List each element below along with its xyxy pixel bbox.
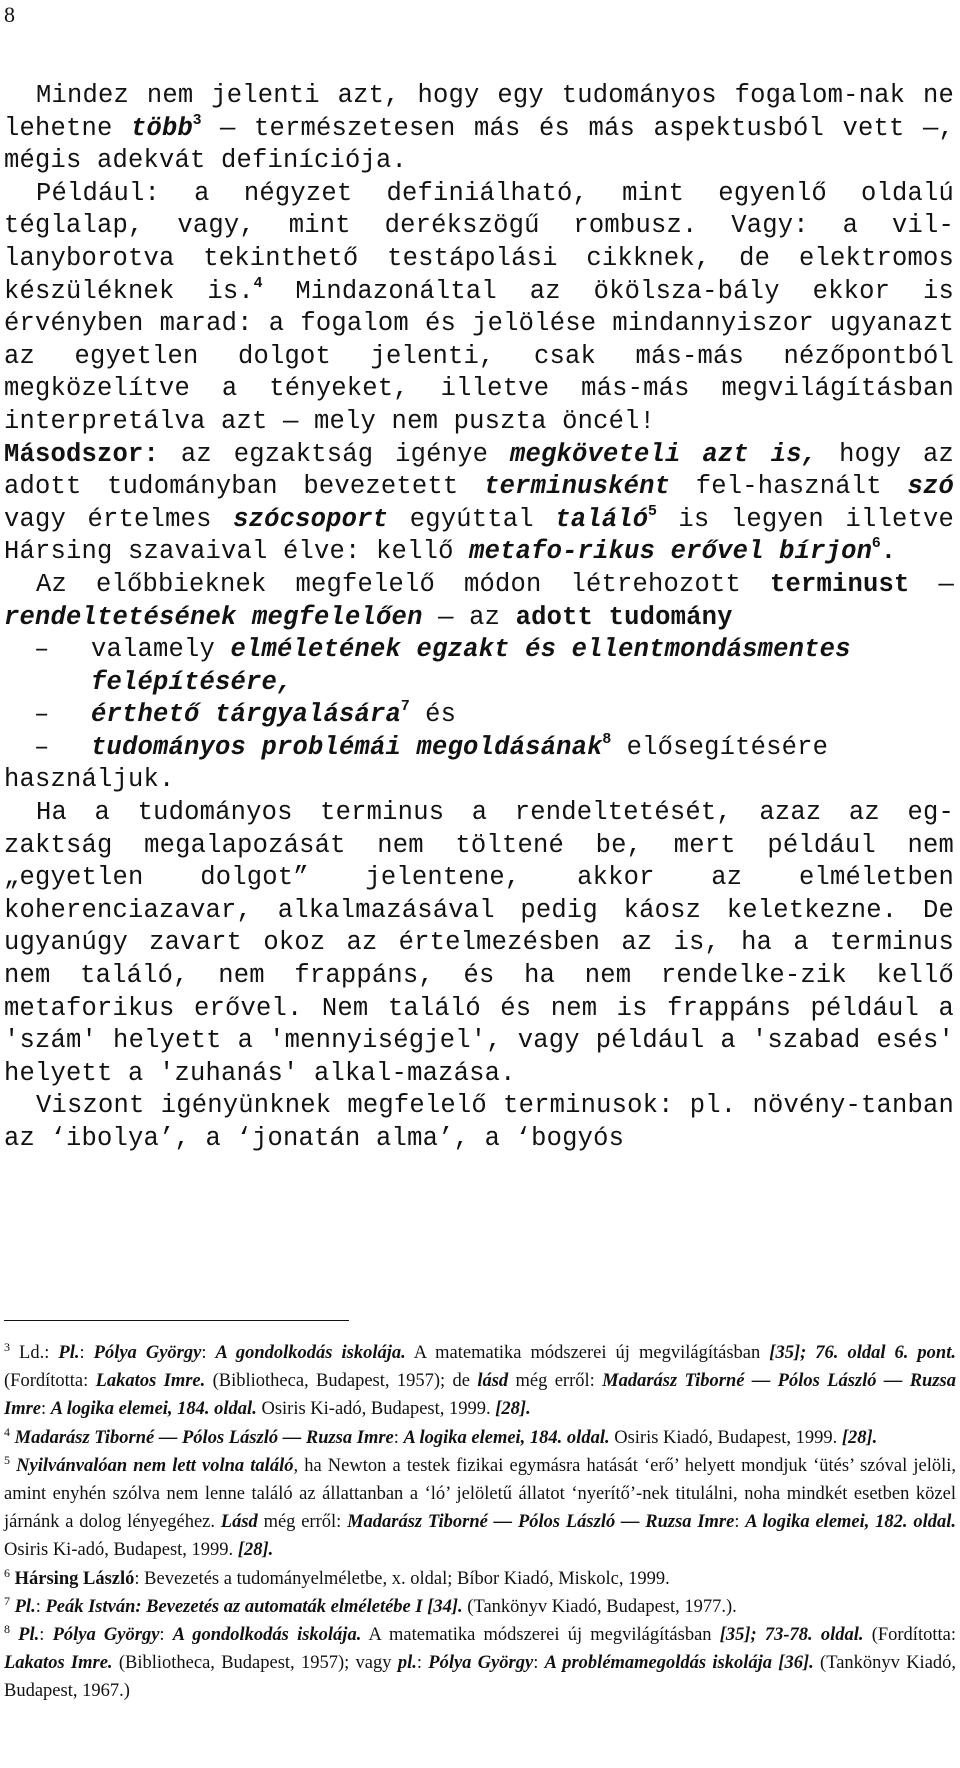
footnote-number: 5 xyxy=(4,1452,10,1467)
text-run: (Bibliotheca, Budapest, 1957); de xyxy=(205,1371,478,1392)
text-run: (Fordította: xyxy=(863,1625,956,1646)
text-run: (Tankönyv Kiadó, Budapest, 1977.). xyxy=(462,1596,737,1617)
text-run: A matematika módszerei új megvilágításban xyxy=(405,1343,770,1363)
emphasis: szó xyxy=(907,472,954,502)
text-run: Az előbbieknek megfelelő módon létrehozott xyxy=(36,569,770,599)
paragraph-5: használjuk. xyxy=(4,765,175,795)
emphasis: A gondolkodás iskolája. xyxy=(215,1343,406,1363)
text-run: egyúttal xyxy=(388,504,556,534)
footnote-rule xyxy=(4,1320,349,1321)
footnote-5 xyxy=(4,1452,956,1565)
emphasis: A logika elemei, 182. oldal. xyxy=(745,1512,957,1533)
text-run: : xyxy=(533,1653,545,1674)
emphasis: A logika elemei, 184. oldal. xyxy=(403,1427,610,1448)
emphasis: [35]; 76. oldal 6. pont. xyxy=(769,1343,956,1363)
footnote-ref: 4 xyxy=(253,273,263,291)
text-run: Mindez nem jelenti azt, hogy egy tudományos fogalom-nak ne lehetne xyxy=(4,81,954,143)
text-run: Osiris Kiadó, Budapest, 1999. xyxy=(609,1427,842,1448)
list-dash: – xyxy=(34,732,50,762)
list-item xyxy=(4,729,954,765)
text-run: hogy az adott tudományban bevezetett xyxy=(4,439,954,502)
emphasis: metafo-rikus erővel bírjon xyxy=(469,537,873,567)
text-run: még erről: xyxy=(508,1371,603,1392)
text-run: . xyxy=(880,537,897,567)
paragraph-4 xyxy=(4,569,954,634)
emphasis: Pl. xyxy=(10,1625,40,1646)
emphasis: tudományos problémái megoldásának xyxy=(91,732,603,762)
text-run: még erről: xyxy=(257,1512,348,1533)
text-run: vagy értelmes xyxy=(4,504,234,534)
text-run: : xyxy=(159,1625,173,1646)
emphasis: A problémamegoldás iskolája [36]. xyxy=(544,1653,814,1674)
list-item xyxy=(4,699,954,732)
text-run: : xyxy=(39,1625,53,1646)
footnote-number: 8 xyxy=(4,1622,10,1637)
emphasis: elméletének egzakt és ellentmondásmentes felépítésére, xyxy=(91,635,851,697)
text-run: — xyxy=(909,569,954,599)
text-run: : xyxy=(416,1653,429,1674)
emphasis: lásd xyxy=(477,1371,509,1392)
emphasis: Madarász Tiborné — Pólos László — Ruzsa Imre xyxy=(10,1427,394,1448)
text-run: valamely xyxy=(91,635,231,665)
emphasis: találó xyxy=(555,504,649,534)
emphasis: adott tudomány xyxy=(515,602,733,632)
text-run: az egzaktság igénye xyxy=(159,439,510,469)
text-run: : xyxy=(41,1399,51,1420)
list-item xyxy=(4,634,954,699)
emphasis: Pl. xyxy=(10,1596,36,1617)
paragraph-6: Ha a tudományos terminus a rendeltetését, azaz az eg-zaktság megalapozását nem töltené be, mert például nem „egyetlen dolgot” jelentene, akkor az elméletben koherenciazavar, alkalmazásával pedig káosz keletkezne. De ugyanúgy zavart okoz az értelmezésben az is, ha a terminus nem találó, nem frappáns, és ha nem rendelke-zik kellő metaforikus erővel. Nem találó és nem is frappáns például a 'szám' helyett a 'mennyiségjel', vagy például a 'szabad esés' helyett a 'zuhanás' alkal-mazása. xyxy=(4,798,954,1088)
text-run: : xyxy=(35,1596,46,1617)
footnote-4 xyxy=(4,1424,956,1452)
footnote-ref: 6 xyxy=(872,534,881,552)
footnote-number: 4 xyxy=(4,1424,10,1439)
paragraph-7: Viszont igényünknek megfelelő terminusok: pl. növény-tanban az ‘ibolya’, a ‘jonatán alma’, a ‘bogyós xyxy=(4,1091,954,1153)
emphasis: Hársing László xyxy=(10,1568,135,1589)
emphasis: pl. xyxy=(397,1653,417,1674)
text-run: Például: a négyzet definiálható, mint egyenlő oldalú téglalap, vagy, mint derékszögű rombusz. Vagy: a vil-lanyborotva tekinthető testápolási cikknek, de elektromos készüléknek is. xyxy=(4,178,954,306)
text-run: is legyen illetve Hársing szavaival élve: kellő xyxy=(4,504,954,567)
emphasis: érthető tárgyalására xyxy=(91,700,402,730)
list-dash: – xyxy=(34,700,50,730)
purpose-list xyxy=(4,634,954,764)
text-run: Mindazonáltal az ökölsza-bály ekkor is érvényben marad: a fogalom és jelölése mindannyiszor ugyanazt az egyetlen dolgot jelenti, csak más-más nézőpontból megközelítve a tényeket, illetve más-más megvilágításban interpretálva azt — mely nem puszta öncél! xyxy=(4,276,954,436)
footnotes xyxy=(4,1320,956,1706)
footnote-ref: 5 xyxy=(648,501,657,519)
emphasis: terminust xyxy=(769,569,910,599)
text-run: : xyxy=(734,1512,746,1533)
emphasis: Pólya György xyxy=(52,1625,160,1646)
footnote-7 xyxy=(4,1593,956,1621)
paragraph-2 xyxy=(4,178,954,439)
text-run: — természetesen más és más aspektusból vett —, mégis adekvát definíciója. xyxy=(4,113,954,176)
emphasis: szócsoport xyxy=(233,504,389,534)
emphasis: [28]. xyxy=(237,1540,274,1561)
text-run: és xyxy=(409,700,457,730)
emphasis: terminusként xyxy=(484,472,671,502)
list-dash: – xyxy=(34,635,50,665)
text-run: fel-használt xyxy=(670,472,908,502)
footnote-8 xyxy=(4,1621,956,1706)
text-run: , ha Newton a testek fizikai egymásra hatását ‘erő’ helyett mondjuk ‘ütés’ szóval jelöli, amint enyhén szólva nem lenne találó az állattanban a ‘ló’ jelöletű állatot ‘nyerítő’-nek titulálni, noha mindkét esetben közel járnánk a dolog lényegéhez. xyxy=(4,1455,956,1533)
text-run: elősegítésére xyxy=(611,732,829,762)
emphasis: Pólya György xyxy=(428,1653,534,1674)
text-run: : Bevezetés a tudományelméletbe, x. oldal; Bíbor Kiadó, Miskolc, 1999. xyxy=(134,1568,670,1589)
emphasis: A logika elemei, 184. oldal. xyxy=(50,1399,257,1420)
emphasis: [35]; 73-78. oldal. xyxy=(719,1625,864,1646)
emphasis: megköveteli azt is, xyxy=(510,439,818,469)
emphasis: Lakatos Imre. xyxy=(4,1653,113,1674)
emphasis: több xyxy=(131,113,194,143)
emphasis: Lakatos Imre. xyxy=(95,1371,206,1392)
text-run: Osiris Ki-adó, Budapest, 1999. xyxy=(256,1399,496,1420)
emphasis: Pl. xyxy=(58,1343,80,1363)
text-run: (Tankönyv Kiadó, Budapest, 1967.) xyxy=(4,1653,957,1702)
emphasis: Pólya György xyxy=(93,1343,202,1363)
text-run: : xyxy=(79,1343,94,1363)
footnote-6 xyxy=(4,1565,956,1593)
footnote-number: 6 xyxy=(4,1565,10,1580)
paragraph-1 xyxy=(4,80,954,178)
text-run: (Bibliotheca, Budapest, 1957); vagy xyxy=(112,1653,398,1674)
emphasis: A gondolkodás iskolája. xyxy=(172,1625,362,1646)
footnote-ref: 3 xyxy=(193,110,202,128)
footnote-ref: 8 xyxy=(602,729,612,747)
emphasis: Nyilvánvalóan nem lett volna találó xyxy=(10,1455,294,1476)
footnote-number: 7 xyxy=(4,1593,10,1608)
emphasis: Madarász Tiborné — Pólos László — Ruzsa Imre xyxy=(4,1371,956,1420)
emphasis: rendeltetésének megfelelően xyxy=(4,602,423,632)
text-run: Ld.: xyxy=(10,1343,59,1363)
text-run: (Fordította: xyxy=(4,1371,96,1392)
emphasis: [28]. xyxy=(841,1427,878,1448)
emphasis: [28]. xyxy=(495,1399,531,1420)
main-text xyxy=(4,80,954,1156)
emphasis: Lásd xyxy=(220,1512,258,1533)
page-number: 8 xyxy=(4,2,15,27)
paragraph-3 xyxy=(4,439,954,569)
footnote-number: 3 xyxy=(4,1340,10,1354)
emphasis: Peák István: Bevezetés az automaták elméletébe I [34]. xyxy=(45,1596,463,1617)
text-run: Osiris Ki-adó, Budapest, 1999. xyxy=(4,1540,238,1561)
footnote-ref: 7 xyxy=(401,697,410,715)
text-run: : xyxy=(201,1343,216,1363)
text-run: — az xyxy=(422,602,516,632)
emphasis: Másodszor: xyxy=(4,439,160,469)
emphasis: Madarász Tiborné — Pólos László — Ruzsa Imre xyxy=(347,1512,735,1533)
text-run: : xyxy=(393,1427,404,1448)
text-run: A matematika módszerei új megvilágításban xyxy=(361,1625,720,1646)
footnote-3 xyxy=(4,1339,956,1424)
